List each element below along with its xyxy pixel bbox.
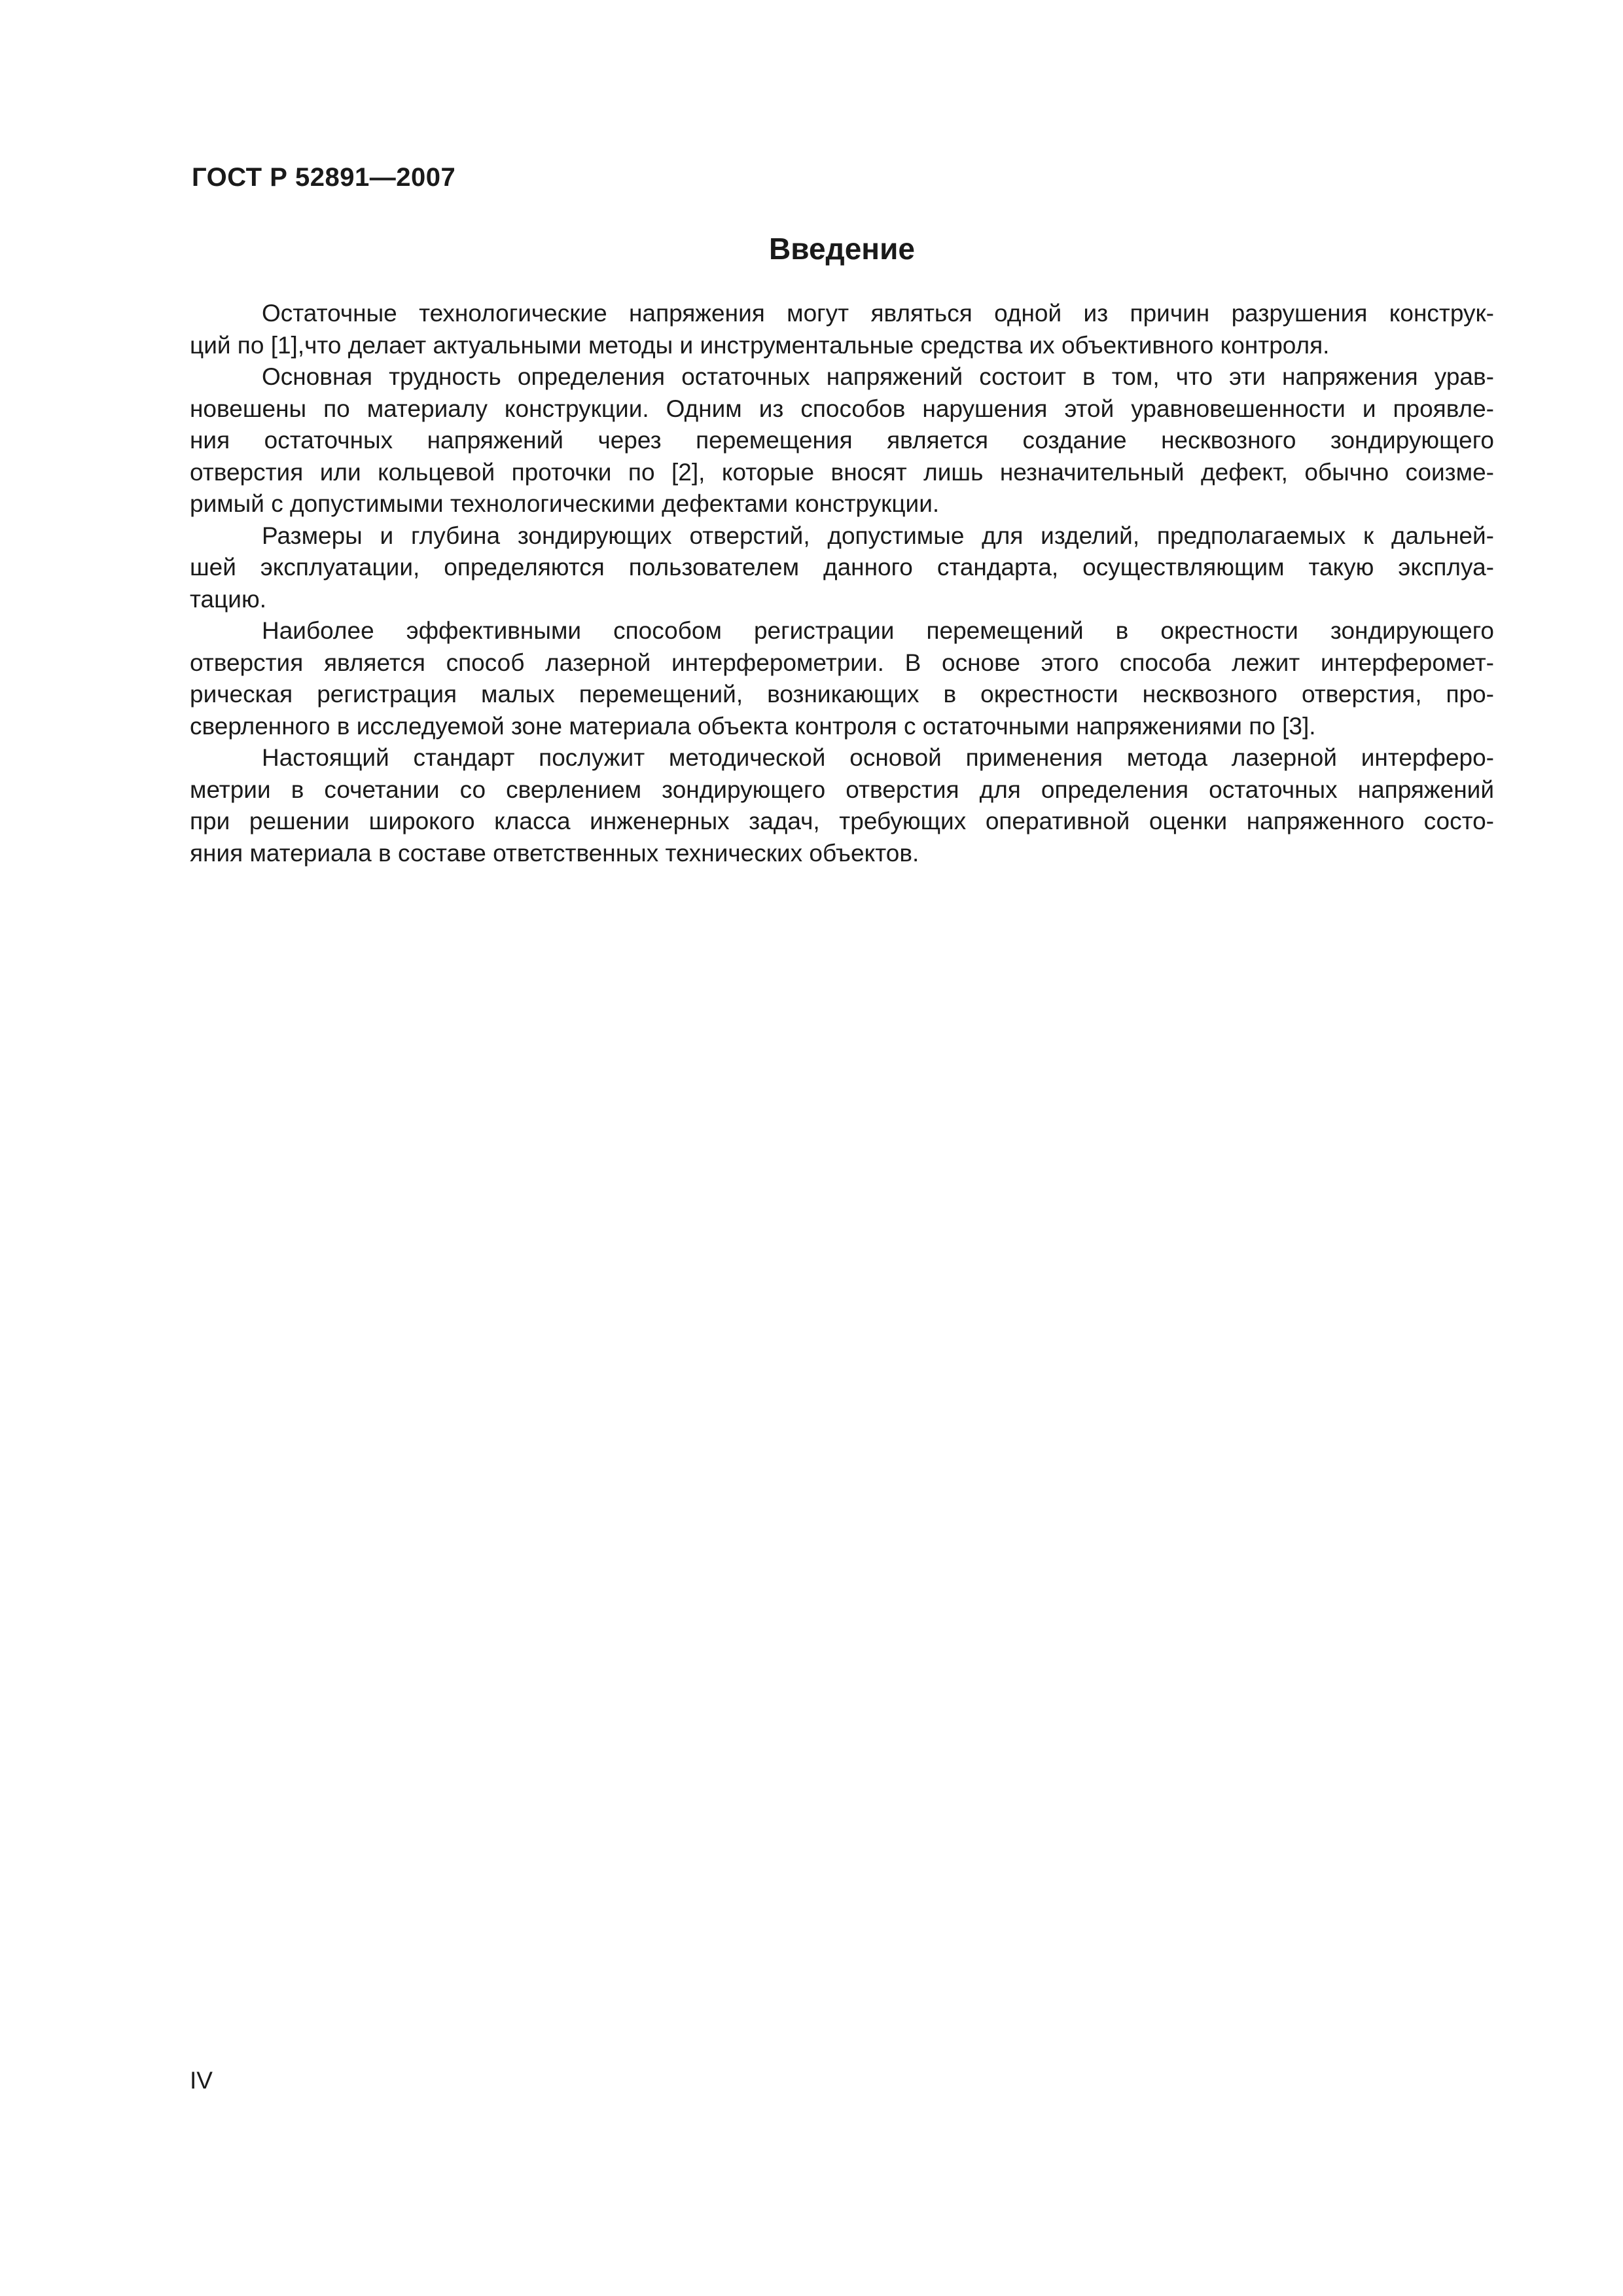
document-code-header: ГОСТ Р 52891—2007 — [192, 163, 456, 192]
page-number: IV — [190, 2067, 213, 2094]
introduction-body — [190, 298, 1494, 869]
paragraph-line: римый с допустимыми технологическими дефектами конструкции. — [190, 490, 940, 517]
paragraph-line: сверленного в исследуемой зоне материала объекта контроля с остаточными напряжениями по [3]. — [190, 712, 1316, 740]
paragraph-line: при решении широкого класса инженерных задач, требующих оперативной оценки напряженного состо- — [190, 808, 1494, 834]
paragraph-line: тацию. — [190, 585, 266, 613]
paragraph-line: метрии в сочетании со сверлением зондирующего отверстия для определения остаточных напряжений — [190, 776, 1494, 803]
paragraph — [190, 520, 1494, 616]
paragraph-line: рическая регистрация малых перемещений, возникающих в окрестности несквозного отверстия, про- — [190, 681, 1494, 708]
paragraph-line: Наиболее эффективными способом регистрации перемещений в окрестности зондирующего — [262, 617, 1494, 644]
paragraph-line: ния остаточных напряжений через перемещения является создание несквозного зондирующего — [190, 427, 1494, 454]
paragraph-line: Размеры и глубина зондирующих отверстий, допустимые для изделий, предполагаемых к дальней- — [262, 522, 1494, 549]
paragraph-line: отверстия является способ лазерной интерферометрии. В основе этого способа лежит интерферомет- — [190, 649, 1494, 676]
paragraph — [190, 742, 1494, 869]
paragraph-line: Остаточные технологические напряжения могут являться одной из причин разрушения конструк- — [262, 300, 1494, 327]
paragraph-line: шей эксплуатации, определяются пользователем данного стандарта, осуществляющим такую эксплуа- — [190, 554, 1494, 581]
paragraph-line: новешены по материалу конструкции. Одним из способов нарушения этой уравновешенности и проявле- — [190, 395, 1494, 422]
paragraph — [190, 298, 1494, 361]
paragraph — [190, 615, 1494, 742]
paragraph-line: Основная трудность определения остаточных напряжений состоит в том, что эти напряжения урав- — [262, 363, 1494, 390]
paragraph-line: яния материала в составе ответственных технических объектов. — [190, 839, 919, 867]
paragraph-line: ций по [1],что делает актуальными методы и инструментальные средства их объективного контроля. — [190, 331, 1330, 359]
section-title: Введение — [769, 232, 915, 266]
paragraph-line: отверстия или кольцевой проточки по [2], которые вносят лишь незначительный дефект, обычно соизме- — [190, 458, 1494, 486]
paragraph — [190, 361, 1494, 520]
paragraph-line: Настоящий стандарт послужит методической основой применения метода лазерной интерферо- — [262, 744, 1494, 771]
